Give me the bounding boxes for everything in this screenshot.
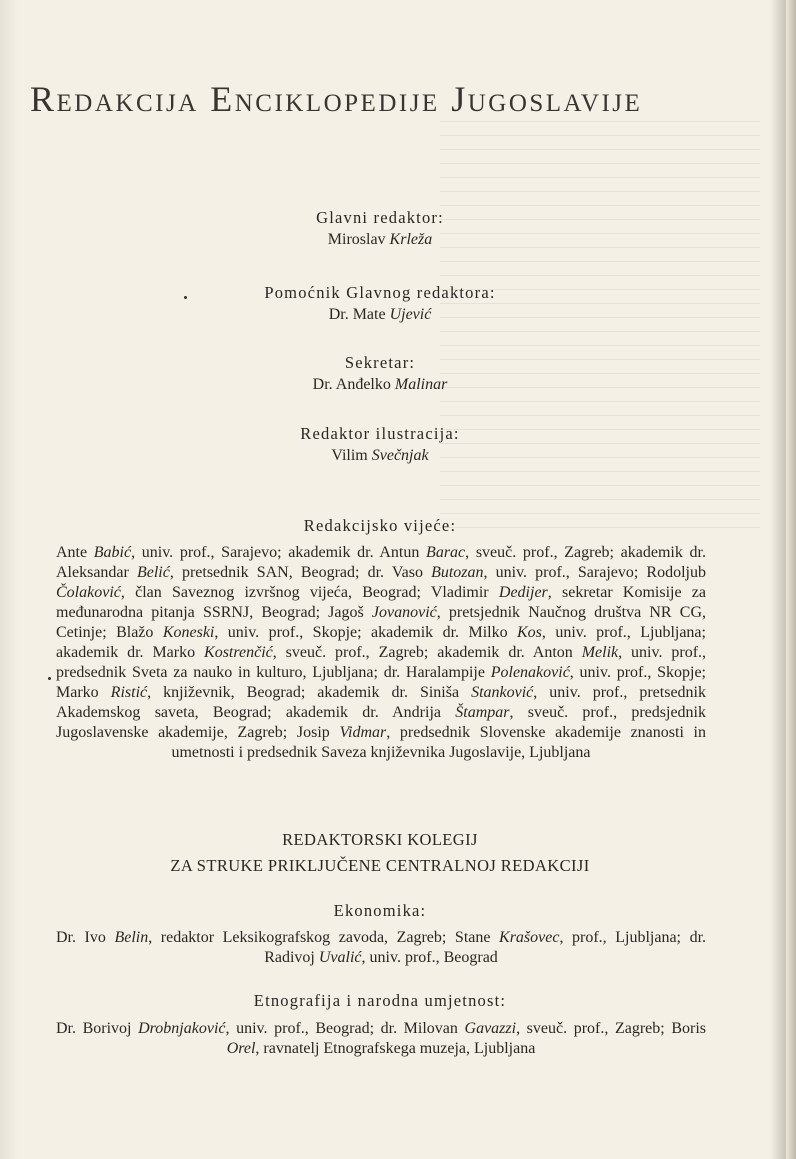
surname: Gavazzi <box>464 1020 517 1037</box>
surname: Uvalić <box>318 949 362 966</box>
illustrations-editor-role: Redaktor ilustracija: <box>300 424 460 443</box>
illustrations-editor-block <box>30 424 730 468</box>
etnografija-heading: Etnografija i narodna umjetnost: <box>253 991 507 1010</box>
surname: Vidmar <box>339 724 387 741</box>
text-run: , univ. prof., Skopje; Marko <box>56 664 706 701</box>
text-run: , pretsjednik Naučnog društva NR CG, Cetinje; Blažo <box>56 604 707 641</box>
surname: Štampar <box>455 704 510 721</box>
text-run: , sveuč. prof., Zagreb; Boris <box>516 1020 707 1037</box>
council-members <box>56 543 706 763</box>
text-run: , univ. prof., pretsednik Akademskog saveta, Beograd; akademik dr. Andrija <box>56 684 707 721</box>
council-heading: Redakcijsko vijeće: <box>303 516 457 535</box>
text-run: , sveuč. prof., Zagreb; akademik dr. Anton <box>272 644 582 661</box>
assistant-editor-block <box>30 283 730 327</box>
ekonomika-heading: Ekonomika: <box>333 901 427 920</box>
surname: Orel <box>226 1040 256 1057</box>
kolegij-heading-line1: REDAKTORSKI KOLEGIJ <box>282 830 478 849</box>
text-run: , univ. prof., Beograd; dr. Milovan <box>225 1020 465 1037</box>
text-run: , sveuč. prof., Zagreb; akademik dr. Aleksandar <box>56 544 706 581</box>
surname: Kostrenčić <box>204 644 273 661</box>
ekonomika-members <box>56 928 706 968</box>
text-run: , predsednik Slovenske akademije znanosti in umetnosti i predsednik Saveza književnika Jugoslavije, Ljubljana <box>171 724 706 761</box>
surname: Ristić <box>110 684 148 701</box>
surname: Drobnjaković <box>138 1020 226 1037</box>
ink-speck <box>184 296 187 299</box>
text-run: , književnik, Beograd; akademik dr. Siniša <box>147 684 472 701</box>
text-run: , univ. prof., predsednik Sveta za nauko in kulturo, Ljubljana; dr. Haralampije <box>56 644 707 681</box>
surname: Belić <box>136 564 170 581</box>
text-run: , član Saveznog izvršnog vijeća, Beograd; Vladimir <box>120 584 499 601</box>
text-run: , sekretar Komisije za međunarodna pitanja SSRNJ, Beograd; Jagoš <box>56 584 707 621</box>
text-run: , univ. prof., Sarajevo; akademik dr. Antun <box>131 544 427 561</box>
text-run: , prof., Ljubljana; dr. Radivoj <box>264 929 707 966</box>
text-run: , univ. prof., Skopje; akademik dr. Milko <box>214 624 517 641</box>
surname: Babić <box>93 544 132 561</box>
secretary-name: Dr. Anđelko Malinar <box>312 376 448 393</box>
chief-editor-role: Glavni redaktor: <box>316 208 444 227</box>
text-run: , univ. prof., Beograd <box>361 949 498 966</box>
text-run: Ante <box>56 544 94 561</box>
surname: Polenaković <box>490 664 570 681</box>
secretary-role: Sekretar: <box>344 353 416 372</box>
assistant-editor-name: Dr. Mate Ujević <box>328 306 432 323</box>
surname: Koneski <box>162 624 215 641</box>
etnografija-members <box>56 1019 706 1059</box>
surname: Belin <box>114 929 149 946</box>
surname: Jovanović <box>371 604 437 621</box>
surname: Barac <box>426 544 466 561</box>
surname: Melik <box>581 644 619 661</box>
surname: Dedijer <box>498 584 548 601</box>
text-run: , pretsednik SAN, Beograd; dr. Vaso <box>169 564 432 581</box>
kolegij-heading <box>30 827 730 879</box>
surname: Kos <box>517 624 542 641</box>
text-run: , ravnatelj Etnografskega muzeja, Ljubljana <box>255 1040 536 1057</box>
chief-editor-name: Miroslav Krleža <box>327 231 433 248</box>
text-run: , univ. prof., Ljubljana; akademik dr. Marko <box>56 624 706 661</box>
secretary-block <box>30 353 730 397</box>
page-edge <box>786 0 796 1159</box>
page-title: Redakcija Enciklopedije Jugoslavije <box>30 79 643 119</box>
chief-editor-block <box>30 208 730 252</box>
surname: Krašovec <box>499 929 560 946</box>
assistant-editor-role: Pomoćnik Glavnog redaktora: <box>264 283 496 302</box>
surname: Stanković <box>471 684 534 701</box>
text-run: Dr. Borivoj <box>56 1020 139 1037</box>
surname: Čolaković <box>56 584 121 601</box>
text-run: Dr. Ivo <box>56 929 115 946</box>
illustrations-editor-name: Vilim Svečnjak <box>331 447 429 464</box>
kolegij-heading-line2: ZA STRUKE PRIKLJUČENE CENTRALNOJ REDAKCIJI <box>170 856 590 875</box>
text-run: , sveuč. prof., predsjednik Jugoslavenske akademije, Zagreb; Josip <box>56 704 707 741</box>
surname: Butozan <box>431 564 484 581</box>
text-run: , redaktor Leksikografskog zavoda, Zagreb; Stane <box>148 929 500 946</box>
text-run: , univ. prof., Sarajevo; Rodoljub <box>483 564 706 581</box>
ink-speck <box>48 677 51 680</box>
